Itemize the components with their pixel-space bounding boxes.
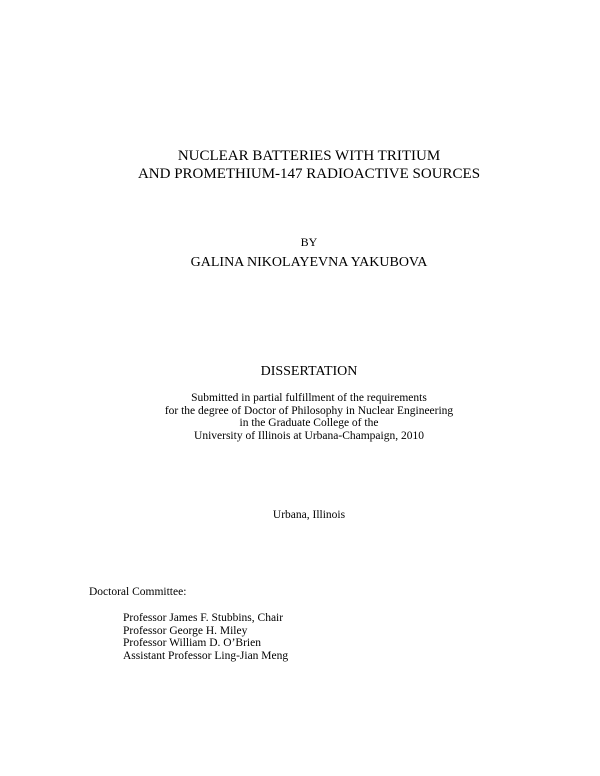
- title-line-2: AND PROMETHIUM-147 RADIOACTIVE SOURCES: [137, 166, 481, 182]
- submission-statement: [0, 392, 600, 442]
- committee-member: Assistant Professor Ling-Jian Meng: [123, 650, 289, 663]
- committee-member: Professor William D. O’Brien: [123, 637, 261, 650]
- submission-line-1: Submitted in partial fulfillment of the requirements: [191, 392, 427, 404]
- submission-line-4: University of Illinois at Urbana-Champaign, 2010: [194, 429, 424, 442]
- submission-line-3: in the Graduate College of the: [239, 417, 379, 429]
- author-name: GALINA NIKOLAYEVNA YAKUBOVA: [190, 255, 428, 270]
- document-type: DISSERTATION: [260, 364, 358, 379]
- committee-label: Doctoral Committee:: [89, 586, 187, 598]
- committee-member: Professor James F. Stubbins, Chair: [123, 612, 284, 624]
- by-label: BY: [300, 235, 318, 249]
- dissertation-title: [0, 147, 600, 183]
- title-line-1: NUCLEAR BATTERIES WITH TRITIUM: [177, 148, 441, 164]
- location: Urbana, Illinois: [272, 509, 346, 521]
- committee-list: [123, 612, 288, 663]
- submission-line-2: for the degree of Doctor of Philosophy in Nuclear Engineering: [164, 404, 454, 417]
- committee-member: Professor George H. Miley: [123, 624, 248, 637]
